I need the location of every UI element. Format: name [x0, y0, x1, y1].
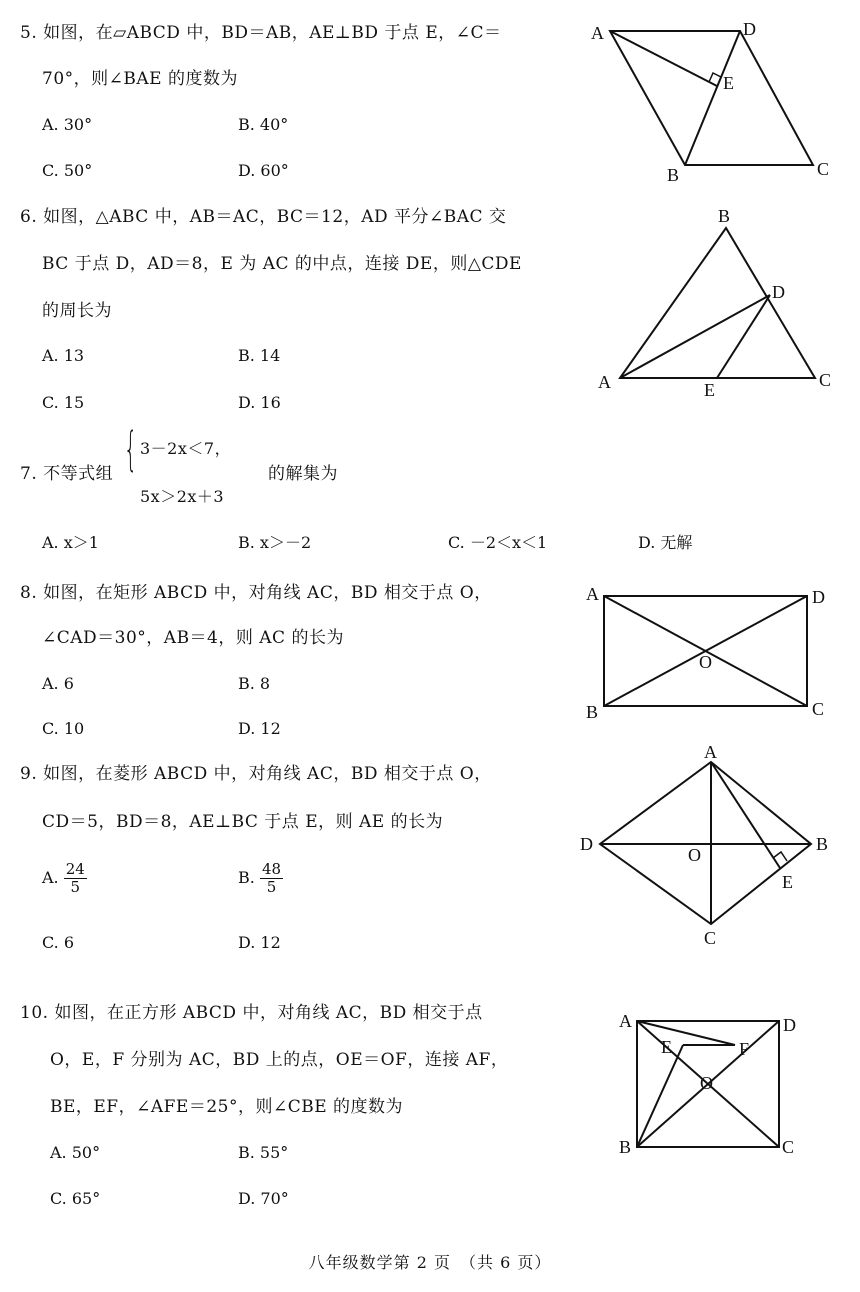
q5-option-a[interactable]: A. 30°: [42, 115, 93, 134]
q10-option-d[interactable]: D. 70°: [238, 1189, 289, 1208]
q5-label-e: E: [723, 73, 734, 93]
q7-option-c[interactable]: C. －2＜x＜1: [448, 533, 548, 552]
q5-label-c: C: [817, 159, 830, 179]
q5-line-2: 70°，则∠BAE 的度数为: [42, 69, 238, 89]
q10-label-e: E: [661, 1037, 672, 1057]
q8-option-c[interactable]: C. 10: [42, 719, 85, 738]
q8-line-2: ∠CAD＝30°，AB＝4，则 AC 的长为: [42, 628, 344, 648]
q6-label-d: D: [772, 282, 785, 302]
q6-segment-de: [717, 295, 770, 378]
q6-label-c: C: [819, 370, 832, 390]
q8-option-a[interactable]: A. 6: [42, 674, 74, 693]
q10-label-b: B: [619, 1137, 632, 1157]
q5-option-d[interactable]: D. 60°: [238, 161, 289, 180]
q5-option-c[interactable]: C. 50°: [42, 161, 93, 180]
q6-line-3: 的周长为: [42, 301, 112, 321]
q9-label-b: B: [816, 834, 829, 854]
q9-option-b-fraction: [260, 861, 283, 896]
q10-label-a: A: [619, 1011, 632, 1031]
q9-option-b[interactable]: [238, 858, 283, 898]
q5-parallelogram-figure: [585, 15, 845, 195]
q5-diagonal-bd: [685, 31, 740, 165]
q8-label-b: B: [586, 702, 599, 722]
q6-line-1: 6. 如图，△ABC 中，AB＝AC，BC＝12，AD 平分∠BAC 交: [20, 207, 507, 227]
q10-option-a[interactable]: A. 50°: [50, 1143, 101, 1162]
q6-label-a: A: [598, 372, 611, 392]
q9-label-e: E: [782, 872, 793, 892]
q9-rhombus-figure: [578, 740, 843, 950]
q8-label-d: D: [812, 587, 825, 607]
q6-triangle-figure: [590, 200, 840, 405]
page-footer: 八年级数学第 2 页 （共 6 页）: [308, 1253, 552, 1272]
q5-label-b: B: [667, 165, 680, 185]
q10-label-d: D: [783, 1015, 796, 1035]
q10-label-f: F: [739, 1039, 750, 1059]
q10-segment-be: [637, 1045, 683, 1147]
q10-option-b[interactable]: B. 55°: [238, 1143, 289, 1162]
q10-line-2: O，E，F 分别为 AC，BD 上的点，OE＝OF，连接 AF，: [50, 1050, 509, 1070]
q10-option-c[interactable]: C. 65°: [50, 1189, 101, 1208]
q9-segment-ae: [711, 762, 780, 868]
q6-label-e: E: [704, 380, 715, 400]
q7-option-a[interactable]: A. x＞1: [42, 533, 99, 552]
q9-option-c[interactable]: C. 6: [42, 933, 75, 952]
q9-option-a-label: A.: [42, 868, 59, 887]
q10-label-o: O: [700, 1073, 713, 1093]
q6-triangle-abc: [620, 228, 815, 378]
q9-label-d: D: [580, 834, 593, 854]
q7-inequality-1: 3－2x＜7，: [140, 439, 232, 458]
q10-line-1: 10. 如图，在正方形 ABCD 中，对角线 AC，BD 相交于点: [20, 1003, 483, 1023]
q7-option-d[interactable]: D. 无解: [638, 533, 693, 552]
q8-option-d[interactable]: D. 12: [238, 719, 281, 738]
q5-label-d: D: [743, 19, 756, 39]
q8-label-o: O: [699, 652, 712, 672]
q9-option-a-numerator: 24: [65, 860, 85, 878]
q9-label-c: C: [704, 928, 717, 948]
q6-option-c[interactable]: C. 15: [42, 393, 85, 412]
q9-option-b-label: B.: [238, 868, 255, 887]
q8-label-a: A: [586, 584, 599, 604]
q7-system-brace: {: [124, 422, 138, 476]
q8-rectangle-figure: [582, 578, 842, 723]
q9-option-a[interactable]: [42, 858, 87, 898]
q9-option-d[interactable]: D. 12: [238, 933, 281, 952]
q5-line-1: 5. 如图，在▱ABCD 中，BD＝AB，AE⊥BD 于点 E，∠C＝: [20, 23, 502, 43]
q9-line-2: CD＝5，BD＝8，AE⊥BC 于点 E，则 AE 的长为: [42, 812, 444, 832]
q9-line-1: 9. 如图，在菱形 ABCD 中，对角线 AC，BD 相交于点 O，: [20, 764, 492, 784]
q6-line-2: BC 于点 D，AD＝8，E 为 AC 的中点，连接 DE，则△CDE: [42, 254, 522, 274]
q6-label-b: B: [718, 206, 731, 226]
q9-option-a-fraction: [64, 861, 87, 896]
q9-label-o: O: [688, 845, 701, 865]
q9-option-b-numerator: 48: [261, 860, 282, 878]
q9-label-a: A: [704, 742, 717, 762]
q7-prefix: 7. 不等式组: [20, 464, 114, 484]
q6-option-b[interactable]: B. 14: [238, 346, 281, 365]
q10-square-figure: [615, 1005, 815, 1165]
q5-option-b[interactable]: B. 40°: [238, 115, 289, 134]
q10-label-c: C: [782, 1137, 795, 1157]
q6-segment-ad: [620, 295, 770, 378]
q7-option-b[interactable]: B. x＞－2: [238, 533, 312, 552]
q7-inequality-2: 5x＞2x＋3: [140, 487, 225, 506]
q9-option-b-denominator: 5: [266, 878, 277, 896]
q7-suffix: 的解集为: [268, 464, 338, 484]
q10-line-3: BE，EF，∠AFE＝25°，则∠CBE 的度数为: [50, 1097, 404, 1117]
q6-option-d[interactable]: D. 16: [238, 393, 281, 412]
q5-label-a: A: [591, 23, 604, 43]
q6-option-a[interactable]: A. 13: [42, 346, 85, 365]
q8-option-b[interactable]: B. 8: [238, 674, 271, 693]
q8-line-1: 8. 如图，在矩形 ABCD 中，对角线 AC，BD 相交于点 O，: [20, 583, 492, 603]
q9-option-a-denominator: 5: [70, 878, 81, 896]
q8-label-c: C: [812, 699, 825, 719]
